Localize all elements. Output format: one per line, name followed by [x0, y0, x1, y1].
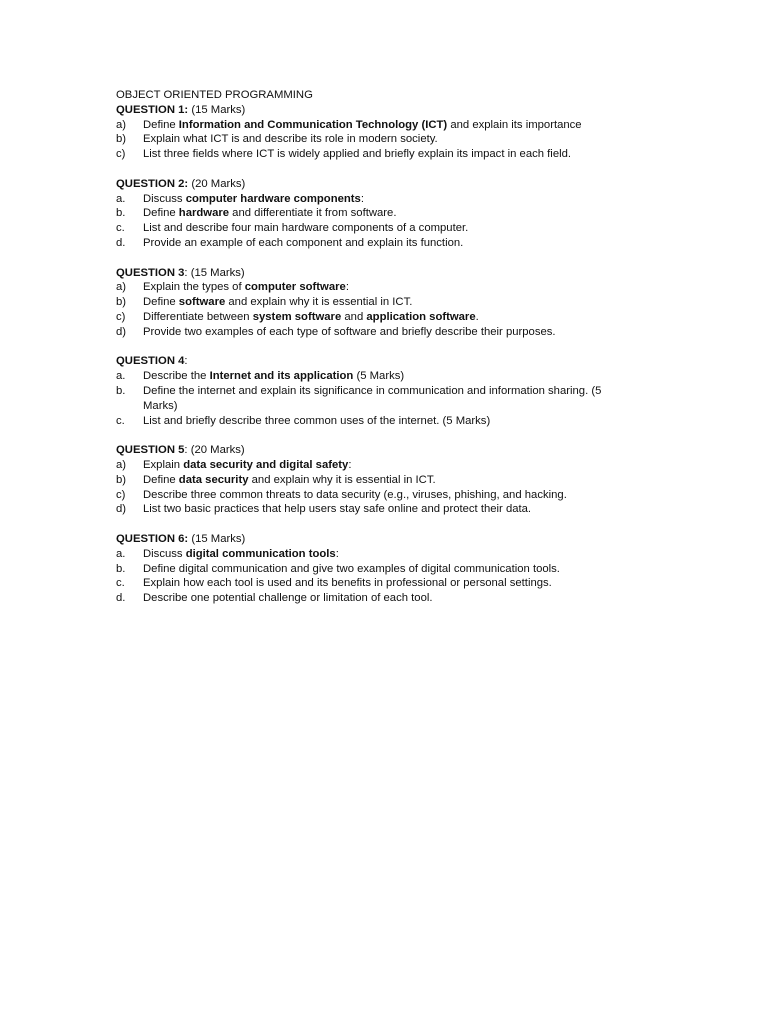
question-item: [116, 236, 636, 251]
question-marks: (20 Marks): [188, 177, 246, 190]
text-run: Describe the: [143, 370, 210, 383]
item-text: [143, 458, 636, 473]
question-item: [116, 132, 636, 147]
text-run: Describe three common threats to data security (e.g., viruses, phishing, and hacking.: [143, 488, 567, 501]
text-run: Provide an example of each component and explain its function.: [143, 236, 464, 249]
question-item: [116, 591, 636, 606]
text-run: Define: [143, 296, 179, 309]
item-label: c.: [116, 577, 125, 590]
bold-term: system software: [252, 310, 342, 323]
bold-term: computer software: [244, 281, 346, 294]
document-page: [116, 88, 636, 606]
question-number: QUESTION 5: [116, 444, 185, 457]
question-item: [116, 473, 636, 488]
item-text: [143, 118, 636, 133]
text-run: Define digital communication and give two examples of digital communication tools.: [143, 562, 560, 575]
item-label: a.: [116, 370, 126, 383]
text-run: :: [345, 281, 349, 294]
item-text: [143, 591, 636, 606]
item-label: b.: [116, 207, 126, 220]
question-item: [116, 206, 636, 221]
text-run: :: [360, 192, 364, 205]
question-item: [116, 192, 636, 207]
item-text: [143, 488, 636, 503]
text-run: List three fields where ICT is widely applied and briefly explain its impact in each field.: [143, 148, 572, 161]
text-run: :: [348, 458, 352, 471]
text-run: Define: [143, 118, 179, 131]
item-text: [143, 236, 636, 251]
item-label: a): [116, 458, 127, 471]
question-section: [116, 177, 636, 251]
text-run: Explain the types of: [143, 281, 245, 294]
item-text: [143, 562, 636, 577]
question-heading: [116, 266, 636, 281]
item-text: [143, 384, 636, 414]
question-item: [116, 576, 636, 591]
item-label: b): [116, 473, 127, 486]
section-spacer: [116, 162, 636, 177]
section-spacer: [116, 340, 636, 355]
question-section: [116, 443, 636, 517]
bold-term: Internet and its application: [209, 370, 354, 383]
text-run: List and briefly describe three common uses of the internet. (5 Marks): [143, 414, 491, 427]
question-item: [116, 369, 636, 384]
bold-term: data security: [178, 473, 249, 486]
question-marks: : (15 Marks): [184, 266, 245, 279]
text-run: Describe one potential challenge or limitation of each tool.: [143, 592, 433, 605]
item-label: c.: [116, 414, 125, 427]
question-marks: :: [184, 355, 188, 368]
question-marks: (15 Marks): [188, 532, 246, 545]
item-label: d): [116, 503, 127, 516]
item-text: [143, 369, 636, 384]
item-text: [143, 414, 636, 429]
question-heading: [116, 443, 636, 458]
item-text: [143, 221, 636, 236]
item-text: [143, 576, 636, 591]
text-run: and explain why it is essential in ICT.: [248, 473, 436, 486]
item-label: c): [116, 488, 126, 501]
question-item: [116, 221, 636, 236]
item-label: a): [116, 118, 127, 131]
bold-term: hardware: [178, 207, 230, 220]
question-item: [116, 384, 636, 414]
item-label: c): [116, 148, 126, 161]
bold-term: software: [178, 296, 226, 309]
text-run: Explain how each tool is used and its benefits in professional or personal settings.: [143, 577, 552, 590]
item-label: b): [116, 296, 127, 309]
question-item: [116, 295, 636, 310]
text-run: Define: [143, 207, 179, 220]
text-run: Differentiate between: [143, 310, 253, 323]
question-marks: (15 Marks): [188, 103, 246, 116]
item-text: [143, 192, 636, 207]
item-text: [143, 325, 636, 340]
item-label: d.: [116, 592, 126, 605]
question-heading: [116, 103, 636, 118]
bold-term: computer hardware components: [185, 192, 361, 205]
item-label: c.: [116, 222, 125, 235]
text-run: List and describe four main hardware components of a computer.: [143, 222, 469, 235]
item-text: [143, 280, 636, 295]
item-text: [143, 547, 636, 562]
item-text: [143, 206, 636, 221]
question-item: [116, 414, 636, 429]
question-section: [116, 354, 636, 428]
item-text: [143, 147, 636, 162]
question-number: QUESTION 1:: [116, 103, 189, 116]
question-number: QUESTION 6:: [116, 532, 189, 545]
text-run: and explain why it is essential in ICT.: [225, 296, 413, 309]
question-item: [116, 147, 636, 162]
text-run: Explain: [143, 458, 184, 471]
question-heading: [116, 177, 636, 192]
text-run: Discuss: [143, 547, 186, 560]
question-item: [116, 502, 636, 517]
question-item: [116, 280, 636, 295]
item-label: a.: [116, 192, 126, 205]
item-text: [143, 310, 636, 325]
text-run: :: [335, 547, 339, 560]
item-label: d.: [116, 236, 126, 249]
question-section: [116, 266, 636, 340]
text-run: Explain what ICT is and describe its role in modern society.: [143, 133, 438, 146]
question-heading: [116, 532, 636, 547]
question-number: QUESTION 3: [116, 266, 185, 279]
section-spacer: [116, 517, 636, 532]
bold-term: application software: [366, 310, 476, 323]
question-item: [116, 325, 636, 340]
question-item: [116, 118, 636, 133]
text-run: .: [475, 310, 479, 323]
question-item: [116, 310, 636, 325]
question-heading: [116, 354, 636, 369]
item-text: [143, 132, 636, 147]
item-text: [143, 473, 636, 488]
question-marks: : (20 Marks): [184, 444, 245, 457]
item-text: [143, 502, 636, 517]
bold-term: Information and Communication Technology (ICT): [178, 118, 448, 131]
text-run: Define the internet and explain its significance in communication and information sharing. (5 Marks): [143, 384, 602, 412]
text-run: List two basic practices that help users stay safe online and protect their data.: [143, 503, 532, 516]
question-section: [116, 532, 636, 606]
section-spacer: [116, 251, 636, 266]
bold-term: digital communication tools: [185, 547, 336, 560]
question-list: [116, 103, 636, 606]
question-item: [116, 547, 636, 562]
item-label: a.: [116, 547, 126, 560]
question-item: [116, 562, 636, 577]
item-label: d): [116, 325, 127, 338]
question-item: [116, 458, 636, 473]
text-run: Define: [143, 473, 179, 486]
item-label: a): [116, 281, 127, 294]
question-number: QUESTION 4: [116, 355, 185, 368]
item-label: b.: [116, 562, 126, 575]
item-label: b): [116, 133, 127, 146]
text-run: and differentiate it from software.: [229, 207, 397, 220]
question-section: [116, 103, 636, 162]
item-text: [143, 295, 636, 310]
text-run: Discuss: [143, 192, 186, 205]
bold-term: data security and digital safety: [183, 458, 349, 471]
item-label: b.: [116, 384, 126, 397]
document-title: OBJECT ORIENTED PROGRAMMING: [116, 89, 313, 101]
item-label: c): [116, 310, 126, 323]
question-item: [116, 488, 636, 503]
text-run: and explain its importance: [447, 118, 582, 131]
question-number: QUESTION 2:: [116, 177, 189, 190]
text-run: and: [341, 310, 367, 323]
text-run: Provide two examples of each type of software and briefly describe their purposes.: [143, 325, 556, 338]
text-run: (5 Marks): [353, 370, 405, 383]
section-spacer: [116, 428, 636, 443]
